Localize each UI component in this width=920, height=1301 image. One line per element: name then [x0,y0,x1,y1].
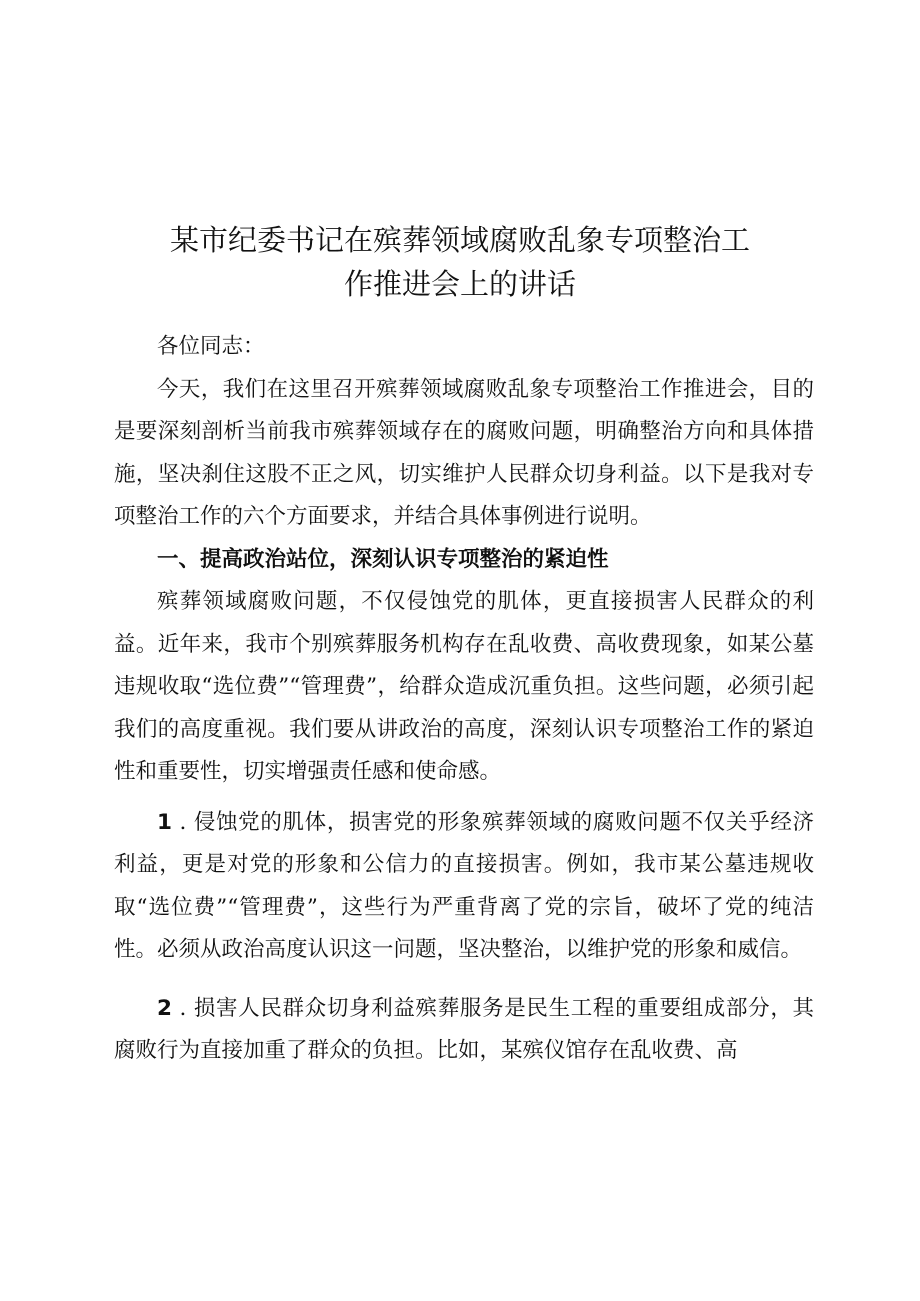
point-2-text: . 损害人民群众切身利益殡葬服务是民生工程的重要组成部分，其腐败行为直接加重了群众的负担。比如，某殡仪馆存在乱收费、高 [114,995,814,1063]
point-1-number: 1 [157,809,172,835]
point-1-paragraph [114,802,814,972]
section-1-heading: 一、提高政治站位，深刻认识专项整治的紧迫性 [157,546,609,572]
document-title-line-1: 某市纪委书记在殡葬领域腐败乱象专项整治工 [169,223,750,257]
point-1-text: . 侵蚀党的肌体，损害党的形象殡葬领域的腐败问题不仅关乎经济利益，更是对党的形象和公信力的直接损害。例如，我市某公墓违规收取“选位费”“管理费”，这些行为严重背离了党的宗旨，破坏了党的纯洁性。必须从政治高度认识这一问题，坚决整治，以维护党的形象和威信。 [114,809,814,962]
point-2-paragraph [114,988,814,1073]
intro-paragraph: 今天，我们在这里召开殡葬领域腐败乱象专项整治工作推进会，目的是要深刻剖析当前我市殡葬领域存在的腐败问题，明确整治方向和具体措施，坚决刹住这股不正之风，切实维护人民群众切身利益。以下是我对专项整治工作的六个方面要求，并结合具体事例进行说明。 [114,376,814,529]
document-title-line-2: 作推进会上的讲话 [343,267,576,301]
salutation: 各位同志： [157,334,265,359]
document-body [114,326,814,1073]
point-2-number: 2 [157,995,172,1021]
section-1-paragraph: 殡葬领域腐败问题，不仅侵蚀党的肌体，更直接损害人民群众的利益。近年来，我市个别殡葬服务机构存在乱收费、高收费现象，如某公墓违规收取“选位费”“管理费”，给群众造成沉重负担。这些问题，必须引起我们的高度重视。我们要从讲政治的高度，深刻认识专项整治工作的紧迫性和重要性，切实增强责任感和使命感。 [114,589,814,784]
